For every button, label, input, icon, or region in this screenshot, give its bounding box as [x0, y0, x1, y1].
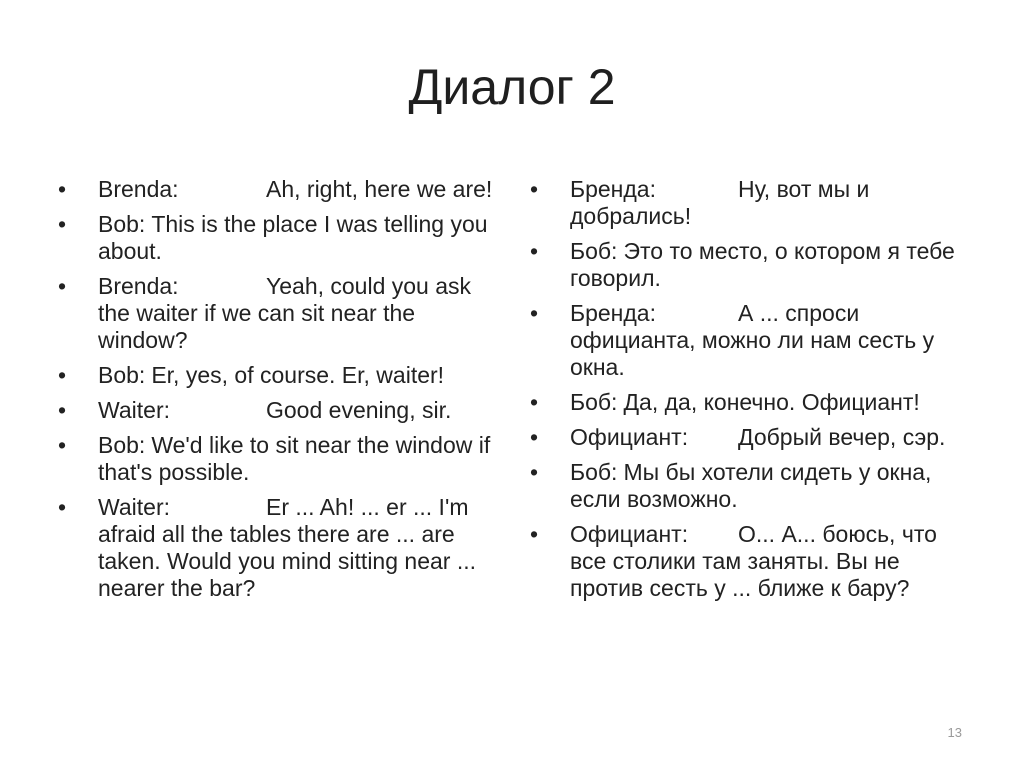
line-text: Да, да, конечно. Официант!: [623, 389, 920, 415]
line-text: This is the place I was telling you about.: [98, 211, 488, 264]
bullet-icon: •: [58, 362, 67, 388]
dialogue-line-en: [58, 362, 498, 389]
speaker-name: Официант:: [570, 521, 689, 547]
speaker-name: Официант:: [570, 424, 689, 450]
bullet-icon: •: [530, 389, 539, 415]
bullet-icon: •: [58, 176, 67, 202]
line-text: А ... спроси официанта, можно ли нам сесть у окна.: [570, 300, 935, 380]
speaker-name: Бренда:: [570, 300, 656, 326]
speaker-name: Bob:: [98, 211, 146, 237]
bullet-icon: •: [530, 238, 539, 264]
english-dialogue-list: [58, 176, 498, 610]
bullet-icon: •: [530, 459, 539, 485]
dialogue-line-en: [58, 176, 498, 203]
line-text: Ah, right, here we are!: [266, 176, 493, 202]
bullet-icon: •: [530, 176, 539, 202]
speaker-name: Brenda:: [98, 176, 179, 202]
speaker-name: Бренда:: [570, 176, 656, 202]
dialogue-line-ru: [530, 300, 975, 381]
line-text: Er ... Ah! ... er ... I'm afraid all the tables there are ... are taken. Would you mind sitting near ... nearer the bar?: [98, 494, 476, 601]
speaker-name: Боб:: [570, 238, 618, 264]
dialogue-line-ru: [530, 176, 975, 230]
bullet-icon: •: [530, 424, 539, 450]
speaker-name: Bob:: [98, 432, 146, 458]
speaker-name: Brenda:: [98, 273, 179, 299]
speaker-name: Waiter:: [98, 494, 170, 520]
speaker-name: Боб:: [570, 459, 618, 485]
dialogue-line-ru: [530, 424, 975, 451]
line-text: Ну, вот мы и добрались!: [570, 176, 870, 229]
bullet-icon: •: [58, 273, 67, 299]
dialogue-line-ru: [530, 459, 975, 513]
dialogue-line-ru: [530, 238, 975, 292]
dialogue-line-en: [58, 432, 498, 486]
bullet-icon: •: [58, 211, 67, 237]
line-text: We'd like to sit near the window if that's possible.: [98, 432, 491, 485]
line-text: О... А... боюсь, что все столики там заняты. Вы не против сесть у ... ближе к бару?: [570, 521, 937, 601]
speaker-name: Waiter:: [98, 397, 170, 423]
bullet-icon: •: [58, 494, 67, 520]
dialogue-line-en: [58, 397, 498, 424]
speaker-name: Боб:: [570, 389, 618, 415]
page-number: 13: [947, 725, 962, 740]
dialogue-line-ru: [530, 389, 975, 416]
russian-dialogue-list: [530, 176, 975, 610]
bullet-icon: •: [530, 300, 539, 326]
bullet-icon: •: [58, 397, 67, 423]
bullet-icon: •: [530, 521, 539, 547]
line-text: Добрый вечер, сэр.: [738, 424, 946, 450]
line-text: Er, yes, of course. Er, waiter!: [151, 362, 445, 388]
slide-title: Диалог 2: [408, 59, 616, 115]
line-text: Мы бы хотели сидеть у окна, если возможно.: [570, 459, 932, 512]
dialogue-line-en: [58, 211, 498, 265]
dialogue-line-en: [58, 494, 498, 602]
line-text: Good evening, sir.: [266, 397, 452, 423]
dialogue-line-en: [58, 273, 498, 354]
bullet-icon: •: [58, 432, 67, 458]
speaker-name: Bob:: [98, 362, 146, 388]
line-text: Yeah, could you ask the waiter if we can sit near the window?: [98, 273, 472, 353]
dialogue-line-ru: [530, 521, 975, 602]
line-text: Это то место, о котором я тебе говорил.: [570, 238, 955, 291]
